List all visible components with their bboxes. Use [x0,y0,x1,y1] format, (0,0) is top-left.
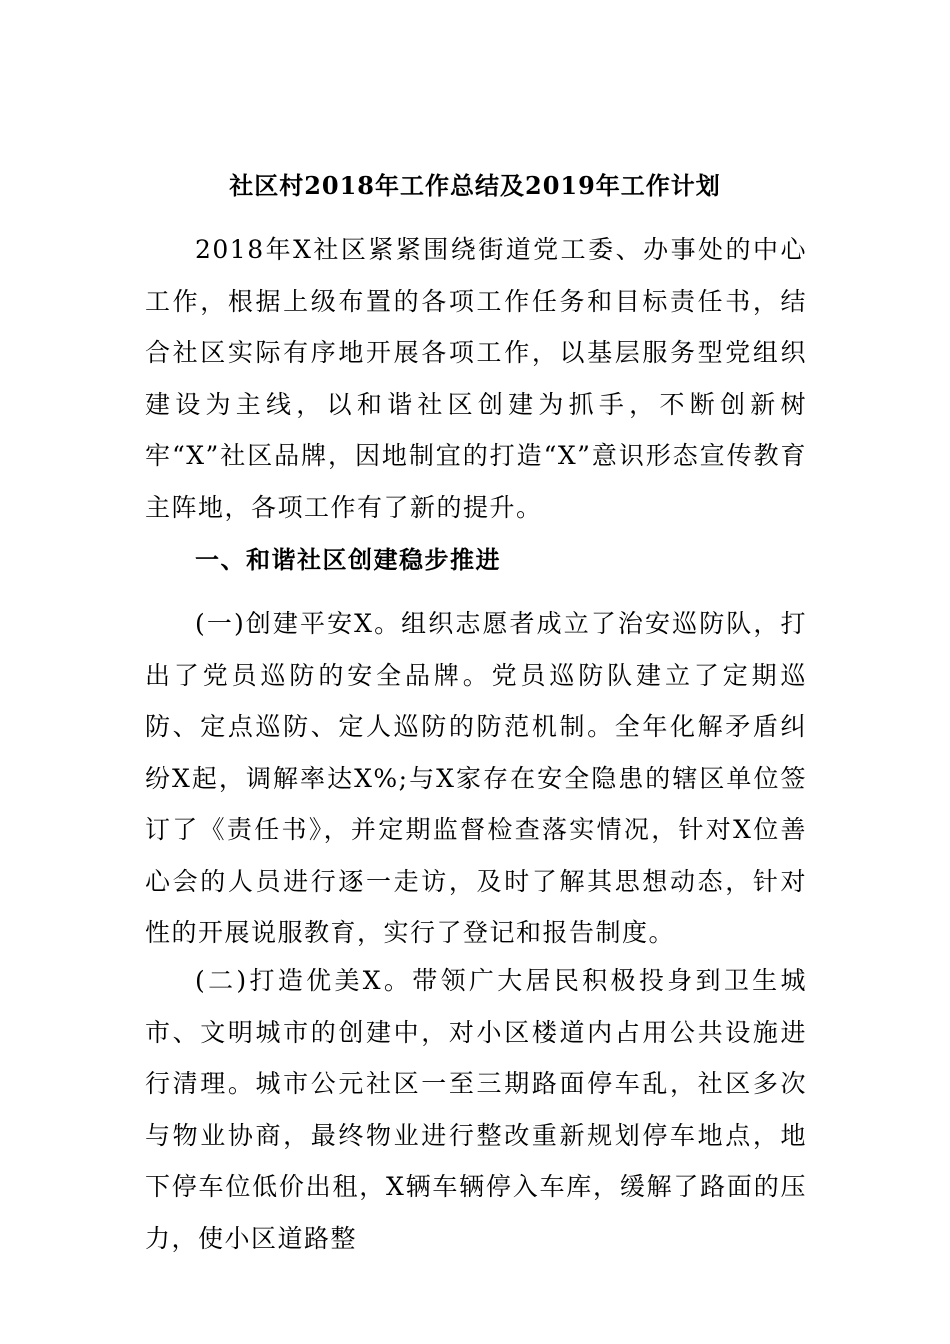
intro-paragraph: 2018年X社区紧紧围绕街道党工委、办事处的中心工作，根据上级布置的各项工作任务和目标责任书，结合社区实际有序地开展各项工作，以基层服务型党组织建设为主线，以和谐社区创建为抓手，不断创新树牢“X”社区品牌，因地制宜的打造“X”意识形态宣传教育主阵地，各项工作有了新的提升。 [145,235,807,522]
section-paragraph-safety: (一)创建平安X。组织志愿者成立了治安巡防队，打出了党员巡防的安全品牌。党员巡防队建立了定期巡防、定点巡防、定人巡防的防范机制。全年化解矛盾纠纷X起，调解率达X%;与X家存在安全隐患的辖区单位签订了《责任书》，并定期监督检查落实情况，针对X位善心会的人员进行逐一走访，及时了解其思想动态，针对性的开展说服教育，实行了登记和报告制度。 [145,609,807,947]
section-heading: 一、和谐社区创建稳步推进 [195,545,501,574]
document-title: 社区村2018年工作总结及2019年工作计划 [229,171,721,200]
section-paragraph-environment: (二)打造优美X。带领广大居民积极投身到卫生城市、文明城市的创建中，对小区楼道内占用公共设施进行清理。城市公元社区一至三期路面停车乱，社区多次与物业协商，最终物业进行整改重新规划停车地点，地下停车位低价出租，X辆车辆停入车库，缓解了路面的压力，使小区道路整 [145,966,807,1253]
